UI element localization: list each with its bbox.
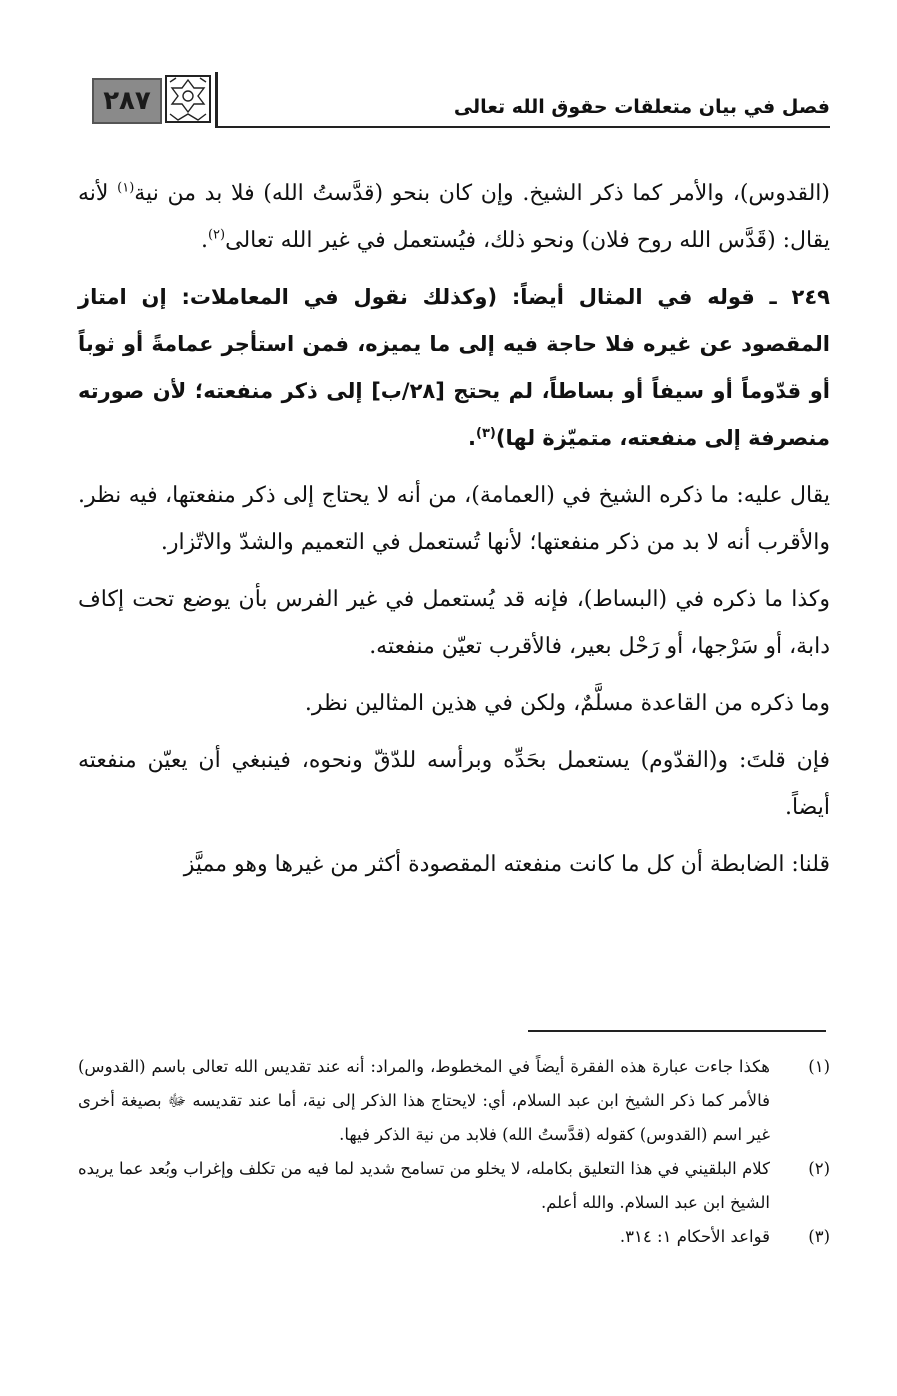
footnote-1 — [78, 1050, 830, 1152]
paragraph-7: قلنا: الضابطة أن كل ما كانت منفعته المقصودة أكثر من غيرها وهو مميَّز — [183, 852, 830, 877]
footnote-mark: (١) — [808, 1057, 830, 1076]
paragraph-3: يقال عليه: ما ذكره الشيخ في (العمامة)، من أنه لا يحتاج إلى ذكر منفعتها، فيه نظر. والأقرب أنه لا بد من ذكر منفعتها؛ لأنها تُستعمل في التعميم والشدّ والاتّزار. — [78, 483, 830, 555]
paragraph-2-text: ٢٤٩ ـ قوله في المثال أيضاً: (وكذلك نقول في المعاملات: إن امتاز المقصود عن غيره فلا حاجة فيه إلى ما يميزه، فمن استأجر عمامةً أو ثوباً أو قدّوماً أو سيفاً أو بساطاً، لم يحتج [٢٨/ب] إلى ذكر منفعته؛ لأن صورته منصرفة إلى منفعته، متميّزة لها) — [78, 285, 830, 450]
paragraph-6: فإن قلتَ: و(القدّوم) يستعمل بحَدِّه وبرأسه للدّقّ ونحوه، فينبغي أن يعيّن منفعته أيضاً. — [78, 748, 830, 820]
paragraph-5: وما ذكره من القاعدة مسلَّمٌ، ولكن في هذين المثالين نظر. — [304, 691, 830, 716]
footnote-2 — [78, 1152, 830, 1220]
ornament-icon — [164, 74, 212, 124]
main-text — [78, 170, 830, 898]
paragraph-2-end: . — [468, 426, 477, 450]
header-vertical-rule — [215, 72, 218, 128]
footnote-text: هكذا جاءت عبارة هذه الفقرة أيضاً في المخطوط، والمراد: أنه عند تقديس الله تعالى باسم (القدوس) فالأمر كما ذكر الشيخ ابن عبد السلام، أي: لايحتاج هذا الذكر إلى نية، أما عند تقديسه ﷻ بصيغة أخرى غير اسم (القدوس) كقوله (قدَّستُ الله) فلابد من نية الذكر فيها. — [78, 1057, 770, 1144]
footnote-text: قواعد الأحكام ١: ٣١٤. — [619, 1227, 770, 1246]
footnote-ref-3: (٣) — [476, 426, 496, 441]
footnotes — [78, 1050, 830, 1254]
footnote-ref-2: (٢) — [207, 227, 226, 243]
footnote-text: كلام البلقيني في هذا التعليق بكامله، لا يخلو من تسامح شديد لما فيه من تكلف وإغراب وبُعد عما يريده الشيخ ابن عبد السلام. والله أعلم. — [78, 1159, 770, 1212]
paragraph-1-end: . — [200, 228, 208, 253]
header-rule — [218, 126, 830, 128]
page-number: ٢٨٧ — [103, 86, 151, 116]
footnote-mark: (٢) — [808, 1159, 830, 1178]
page-header — [88, 68, 830, 130]
running-title: فصل في بيان متعلقات حقوق الله تعالى — [453, 96, 830, 118]
footnote-separator — [528, 1030, 826, 1032]
paragraph-1-text: (القدوس)، والأمر كما ذكر الشيخ. وإن كان بنحو (قدَّستُ الله) فلا بد من نية — [134, 181, 830, 206]
footnote-mark: (٣) — [808, 1227, 830, 1246]
paragraph-1 — [78, 170, 830, 264]
footnote-3 — [78, 1220, 830, 1254]
paragraph-1-text-b: لأنه يقال: (قَدَّس الله روح فلان) ونحو ذلك، فيُستعمل في غير الله تعالى — [78, 181, 830, 253]
footnote-ref-1: (١) — [117, 180, 135, 196]
paragraph-4: وكذا ما ذكره في (البساط)، فإنه قد يُستعمل في غير الفرس بأن يوضع تحت إكاف دابة، أو سَرْجها، أو رَحْل بعير، فالأقرب تعيّن منفعته. — [78, 587, 830, 659]
paragraph-2 — [78, 274, 830, 462]
page-number-box — [92, 78, 162, 124]
